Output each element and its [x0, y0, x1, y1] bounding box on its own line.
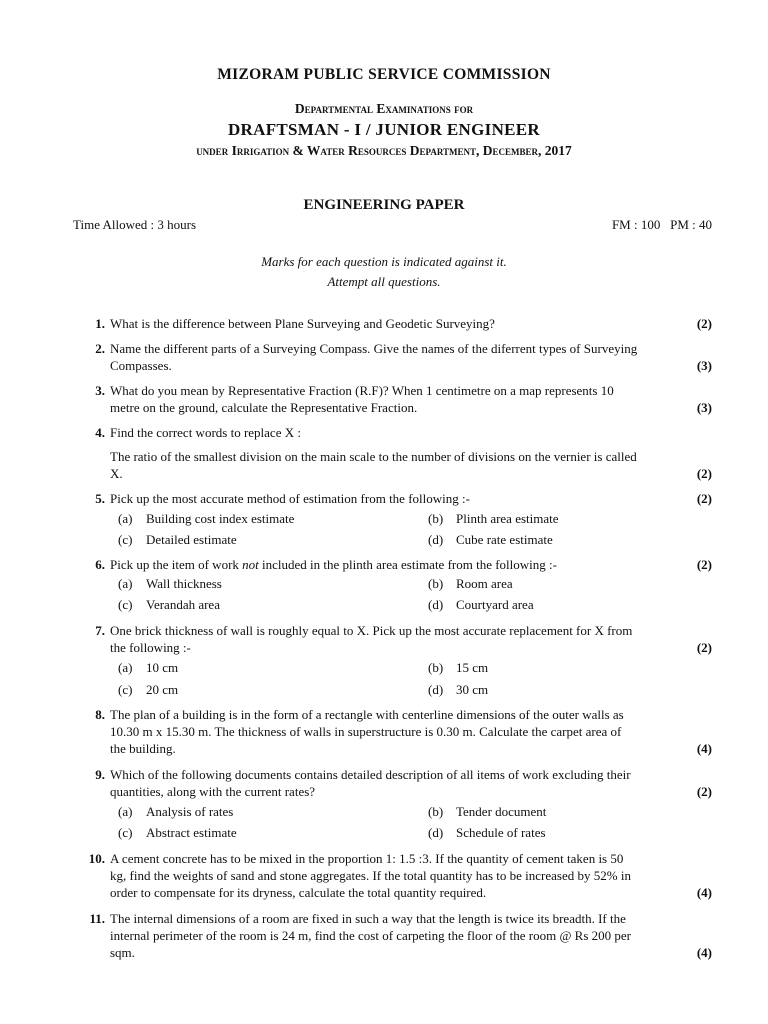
question-text: A cement concrete has to be mixed in the proportion 1: 1.5 :3. If the quantity of cement taken is 50 — [110, 851, 624, 866]
question-number: 11. — [89, 911, 105, 926]
question-number: 10. — [88, 851, 105, 866]
post-title: DRAFTSMAN - I / JUNIOR ENGINEER — [227, 120, 540, 139]
question-marks: (4) — [696, 741, 712, 756]
question-text: Pick up the item of work not included in the plinth area estimate from the following :- — [110, 557, 557, 572]
question-marks: (3) — [696, 358, 712, 373]
question-number: 2. — [95, 341, 105, 356]
question-marks: (4) — [696, 885, 712, 900]
question-marks: (3) — [696, 400, 712, 415]
question-marks: (2) — [696, 557, 712, 572]
question-text: internal perimeter of the room is 24 m, find the cost of carpeting the floor of the room @ Rs 200 per — [110, 928, 632, 943]
question-text: the building. — [110, 741, 176, 756]
question-text: What is the difference between Plane Surveying and Geodetic Surveying? — [110, 316, 495, 331]
question-marks: (2) — [696, 784, 712, 799]
question-text: Pick up the most accurate method of estimation from the following :- — [110, 491, 470, 506]
question-number: 6. — [95, 557, 105, 572]
question-number: 8. — [95, 707, 105, 722]
question-text: One brick thickness of wall is roughly equal to X. Pick up the most accurate replacement for X from — [110, 623, 633, 638]
question-text: 10.30 m x 15.30 m. The thickness of walls in superstructure is 0.30 m. Calculate the carpet area of — [110, 724, 622, 739]
question-marks: (2) — [696, 491, 712, 506]
instruction-attempt: Attempt all questions. — [327, 274, 441, 289]
department-line: under Irrigation & Water Resources Department, December, 2017 — [196, 143, 572, 158]
instruction-marks: Marks for each question is indicated against it. — [261, 254, 507, 269]
question-text: sqm. — [110, 945, 135, 960]
question-text: the following :- — [110, 640, 191, 655]
question-number: 9. — [95, 767, 105, 782]
question-text: metre on the ground, calculate the Representative Fraction. — [110, 400, 418, 415]
question-text: The plan of a building is in the form of a rectangle with centerline dimensions of the outer walls as — [110, 707, 624, 722]
question-marks: (2) — [696, 316, 712, 331]
exam-paper-page: MIZORAM PUBLIC SERVICE COMMISSION Departmental Examinations for DRAFTSMAN - I / JUNIOR ENGINEER under Irrigation & Water Resources Department, December, 2017 ENGINEERING PAPER Time Allowed : 3 hours FM : 100 PM : 40 Marks for each question is indicated against it. Attempt all questions. 1. What is the difference between Plane Surveying and Geodetic Surveying? (2) 2. Name the different parts of a Surveying Compass. Give the names of the diferrent types of Surveying Compasses. (3) 3. What do you mean by Representative Fraction (R.F)? When 1 centimetre on a map represents 10 metre on the ground, calculate the Representative Fraction. (3) 4. Find the correct words to replace X : The ratio of the smallest division on the main scale to the number of divisions on the vernier is called X. (2) 5. Pick up the most accurate method of estimation from the following :- (2) (a) Building cost index estimate (b) Plinth area estimate (c) Detailed estimate (d) Cube rate estimate 6. Pick up the item of work not included in the plinth area estimate from the following :- (2) (a) Wall thickness (b) Room area (c) Verandah area (d) Courtyard area 7. One brick thickness of wall is roughly equal to X. Pick up the most accurate replacement for X from the following :- (2) (a) 10 cm (b) 15 cm (c) 20 cm (d) 30 cm 8. The plan of a building is in the form of a rectangle with centerline dimensions of the outer walls as 10.30 m x 15.30 m. The thickness of walls in superstructure is 0.30 m. Calculate the carpet area of the building. (4) 9. Which of the following documents contains detailed description of all items of work excluding their quantities, along with the current rates? (2) (a) Analysis of rates (b) Tender document (c) Abstract estimate (d) Schedule of rates 10. A cement concrete has to be mixed in the proportion 1: 1.5 :3. If the quantity of cement taken is 50 kg, find the weights of sand and stone aggregates. If the total quantity has to be increased by 52% in order to compensate for its dryness, calculate the total quantity required. (4) 11. The internal dimensions of a room are fixed in such a way that the length is twice its breadth. If the internal perimeter of the room is 24 m, find the cost of carpeting the floor of the room @ Rs 200 per sqm. (4) — [0, 0, 768, 1024]
question-text: X. — [110, 466, 123, 481]
question-text: quantities, along with the current rates? — [110, 784, 316, 799]
question-marks: (4) — [696, 945, 712, 960]
question-text: Compasses. — [110, 358, 172, 373]
question-text: order to compensate for its dryness, calculate the total quantity required. — [110, 885, 487, 900]
question-text: kg, find the weights of sand and stone aggregates. If the total quantity has to be increased by 52% in — [110, 868, 631, 883]
question-text: Name the different parts of a Surveying Compass. Give the names of the diferrent types of Surveying — [110, 341, 638, 356]
question-marks: (2) — [696, 640, 712, 655]
full-marks: FM : 100 PM : 40 — [611, 217, 712, 232]
question-text: The ratio of the smallest division on the main scale to the number of divisions on the vernier is called — [110, 449, 637, 464]
exam-subtitle: Departmental Examinations for — [294, 101, 474, 116]
question-text: Find the correct words to replace X : — [110, 425, 301, 440]
question-text: Which of the following documents contains detailed description of all items of work excluding their — [110, 767, 631, 782]
question-marks: (2) — [696, 466, 712, 481]
paper-title: ENGINEERING PAPER — [303, 197, 465, 213]
question-number: 5. — [95, 491, 105, 506]
question-text: What do you mean by Representative Fraction (R.F)? When 1 centimetre on a map represents 10 — [110, 383, 614, 398]
question-number: 3. — [95, 383, 105, 398]
question-text: The internal dimensions of a room are fixed in such a way that the length is twice its breadth. If the — [110, 911, 626, 926]
commission-title: MIZORAM PUBLIC SERVICE COMMISSION — [217, 66, 551, 83]
time-allowed: Time Allowed : 3 hours — [73, 217, 197, 232]
question-number: 4. — [95, 425, 105, 440]
question-number: 1. — [95, 316, 105, 331]
question-number: 7. — [95, 623, 105, 638]
